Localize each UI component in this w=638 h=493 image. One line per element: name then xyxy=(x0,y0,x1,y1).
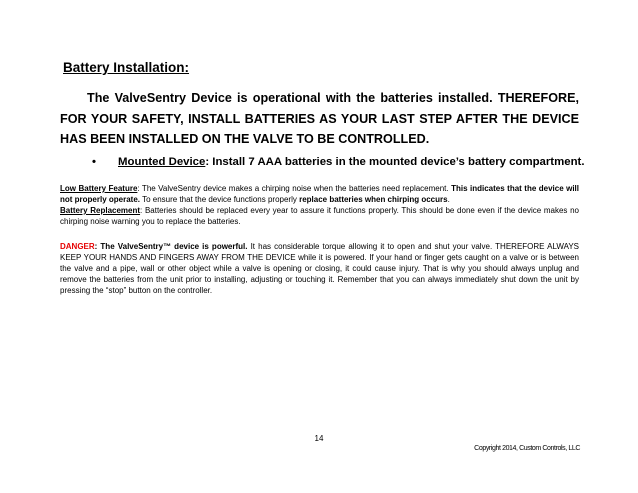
copyright-footer: Copyright 2014, Custom Controls, LLC xyxy=(474,445,580,452)
battery-replacement-text: : Batteries should be replaced every year to assure it functions properly. This should be done even if the device makes no chirping noise warning you to replace the batteries. xyxy=(60,206,579,226)
low-battery-bold-2: replace batteries when chirping occurs xyxy=(299,195,448,204)
low-battery-text-3: . xyxy=(447,195,450,204)
low-battery-text-1: : The ValveSentry device makes a chirping noise when the batteries need replacement. xyxy=(137,184,452,193)
page-number: 14 xyxy=(314,434,324,443)
bullet-icon: • xyxy=(92,156,96,168)
bullet-item-mounted-device xyxy=(92,156,584,168)
battery-replacement-paragraph xyxy=(60,205,579,227)
section-heading: Battery Installation: xyxy=(63,60,190,75)
bullet-text: : Install 7 AAA batteries in the mounted device’s battery compartment. xyxy=(205,156,585,168)
bullet-label: Mounted Device xyxy=(118,156,206,168)
intro-paragraph: The ValveSentry Device is operational with the batteries installed. THEREFORE, FOR YOUR SAFETY, INSTALL BATTERIES AS YOUR LAST STEP AFTER THE DEVICE HAS BEEN INSTALLED ON THE VALVE TO BE CONTROLLED. xyxy=(60,91,579,146)
low-battery-label: Low Battery Feature xyxy=(60,184,138,193)
danger-label: DANGER xyxy=(60,242,95,251)
danger-paragraph xyxy=(60,241,579,296)
low-battery-text-2: To ensure that the device functions properly xyxy=(140,195,300,204)
danger-bold-text: : The ValveSentry™ device is powerful. xyxy=(94,242,248,251)
low-battery-paragraph xyxy=(60,183,579,205)
danger-text: It has considerable torque allowing it to open and shut your valve. THEREFORE ALWAYS KEEP YOUR HANDS AND FINGERS AWAY FROM THE DEVICE while it is powered. If your hand or finger gets caught on a valve or is between the valve and a pipe, wall or other object while a valve is opening or closing, it could cause injury. That is why you should always unplug and remove the batteries from the unit prior to installing, adjusting or touching it. Remember that you can always immediately shut down the unit by pressing the “stop” button on the controller. xyxy=(60,242,580,295)
battery-replacement-label: Battery Replacement xyxy=(60,206,141,215)
low-battery-bold-1: This indicates that the device will not properly operate. xyxy=(60,184,580,204)
